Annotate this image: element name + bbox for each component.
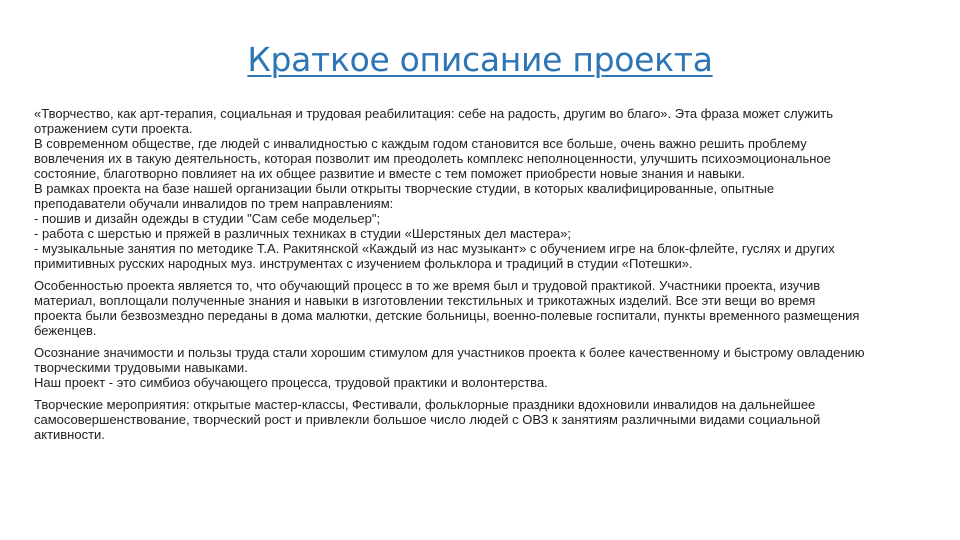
body-text-line: Осознание значимости и пользы труда стали хорошим стимулом для участников проекта к более качественному и быстрому овладению	[34, 345, 865, 360]
body-text-line: - пошив и дизайн одежды в студии "Сам себе модельер";	[34, 211, 381, 226]
slide-title: Краткое описание проекта	[247, 40, 713, 79]
body-text-line: - работа с шерстью и пряжей в различных техниках в студии «Шерстяных дел мастера»;	[34, 226, 572, 241]
body-text-line: отражением сути проекта.	[34, 121, 193, 136]
body-text-line: активности.	[34, 427, 105, 442]
body-text-line: самосовершенствование, творческий рост и привлекли большое число людей с ОВЗ к занятиям различными видами социальной	[34, 412, 821, 427]
body-text-line: «Творчество, как арт-терапия, социальная и трудовая реабилитация: себе на радость, другим во благо». Эта фраза может служить	[34, 106, 834, 121]
body-paragraph	[34, 106, 926, 271]
body-text-line: - музыкальные занятия по методике Т.А. Ракитянской «Каждый из нас музыкант» с обучением игре на блок-флейте, гуслях и других	[34, 241, 835, 256]
body-paragraph	[34, 397, 926, 442]
body-text-line: Творческие мероприятия: открытые мастер-классы, Фестивали, фольклорные праздники вдохновили инвалидов на дальнейшее	[34, 397, 816, 412]
body-paragraph	[34, 278, 926, 338]
body-text-line: примитивных русских народных муз. инструментах с изучением фольклора и традиций в студии «Потешки».	[34, 256, 693, 271]
body-text-line: вовлечения их в такую деятельность, которая позволит им преодолеть комплекс неполноценности, улучшить психоэмоциональное	[34, 151, 831, 166]
body-text-line: В рамках проекта на базе нашей организации были открыты творческие студии, в которых квалифицированные, опытные	[34, 181, 775, 196]
body-text-line: В современном обществе, где людей с инвалидностью с каждым годом становится все больше, очень важно решить проблему	[34, 136, 807, 151]
body-text-line: творческими трудовыми навыками.	[34, 360, 248, 375]
body-text-line: Наш проект - это симбиоз обучающего процесса, трудовой практики и волонтерства.	[34, 375, 548, 390]
body-text-line: Особенностью проекта является то, что обучающий процесс в то же время был и трудовой практикой. Участники проекта, изучив	[34, 278, 821, 293]
body-paragraph	[34, 345, 926, 390]
body-text-line: материал, воплощали полученные знания и навыки в изготовлении текстильных и трикотажных изделий. Все эти вещи во время	[34, 293, 816, 308]
body-text-line: проекта были безвозмездно переданы в дома малютки, детские больницы, военно-полевые госпитали, пункты временного размещения	[34, 308, 860, 323]
slide-body	[34, 106, 926, 449]
body-text-line: преподаватели обучали инвалидов по трем направлениям:	[34, 196, 394, 211]
body-text-line: беженцев.	[34, 323, 97, 338]
body-text-line: состояние, благотворно повлияет на их общее развитие и вместе с тем поможет приобрести новые знания и навыки.	[34, 166, 745, 181]
